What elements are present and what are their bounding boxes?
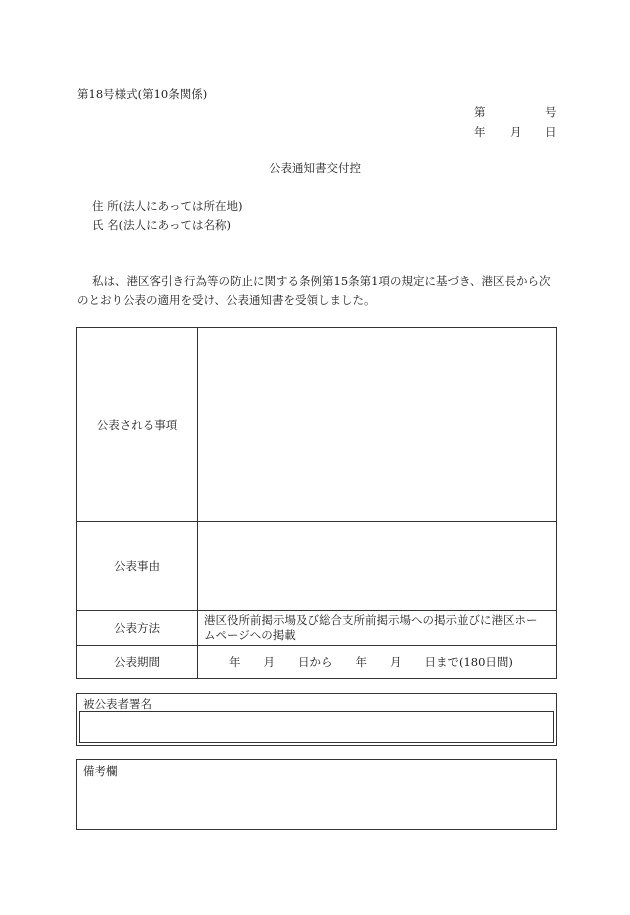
method-value [198, 611, 557, 646]
body-line-1: 私は、港区客引き行為等の防止に関する条例第15条第1項の規定に基づき、港区長から次 [92, 274, 551, 288]
doc-number-dai: 第 [474, 105, 486, 119]
date-month: 月 [510, 125, 522, 139]
doc-number-go: 号 [545, 105, 557, 119]
signature-field[interactable] [79, 711, 554, 743]
publication-details-table [76, 327, 557, 679]
period-label: 公表期間 [77, 646, 198, 679]
form-number: 第18号様式(第10条関係) [77, 87, 208, 101]
matter-label: 公表される事項 [77, 328, 198, 522]
period-value: 年 月 日から 年 月 日まで(180日間) [198, 646, 557, 679]
reason-row [77, 522, 557, 611]
date-year: 年 [474, 125, 486, 139]
method-value-line-2: ムページへの掲載 [204, 628, 296, 642]
body-line-2: のとおり公表の適用を受け、公表通知書を受領しました。 [77, 293, 376, 307]
period-row [77, 646, 557, 679]
date-day: 日 [545, 125, 557, 139]
address-label: 住 所(法人にあっては所在地) [92, 199, 243, 213]
reason-value-cell[interactable] [198, 522, 557, 611]
remarks-box[interactable] [76, 759, 557, 830]
reason-label: 公表事由 [77, 522, 198, 611]
name-label: 氏 名(法人にあっては名称) [92, 218, 232, 232]
matter-value-cell[interactable] [198, 328, 557, 522]
document-title: 公表通知書交付控 [269, 161, 361, 175]
method-label: 公表方法 [77, 611, 198, 646]
signature-box [76, 693, 557, 746]
method-value-line-1: 港区役所前掲示場及び総合支所前掲示場への掲示並びに港区ホー [204, 613, 538, 627]
method-row [77, 611, 557, 646]
signature-label: 被公表者署名 [83, 697, 152, 711]
remarks-label: 備考欄 [83, 764, 118, 778]
matter-row [77, 328, 557, 522]
